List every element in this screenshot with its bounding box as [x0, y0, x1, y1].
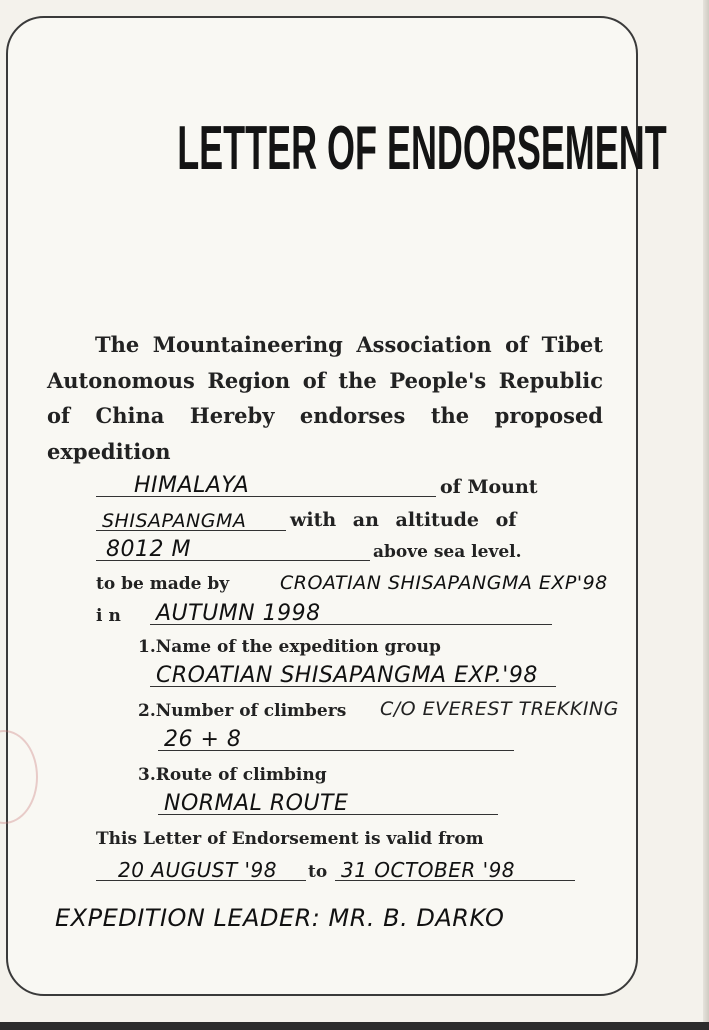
- scan-bottom-edge: [0, 1022, 709, 1030]
- valid-from-line: [96, 858, 306, 881]
- climbers-line: [158, 728, 514, 751]
- expedition-name-line: [96, 474, 436, 497]
- valid-to-line: [335, 858, 575, 881]
- made-by-line: [278, 570, 696, 592]
- altitude-line: [96, 538, 370, 561]
- group-value: CROATIAN SHISAPANGMA EXP.'98: [156, 663, 538, 688]
- mount-name-value: SHISAPANGMA: [102, 510, 247, 532]
- altitude-value: 8012 M: [106, 537, 191, 562]
- valid-from-value: 20 AUGUST '98: [118, 858, 277, 882]
- valid-label: This Letter of Endorsement is valid from: [96, 829, 484, 849]
- altitude-suffix: above sea level.: [373, 542, 522, 562]
- climbers-note: C/O EVEREST TREKKING: [380, 698, 619, 720]
- to-label: to: [308, 862, 328, 882]
- climbers-value: 26 + 8: [164, 727, 242, 752]
- expedition-name-value: HIMALAYA: [134, 473, 250, 498]
- season-value: AUTUMN 1998: [156, 601, 321, 626]
- made-by-value: CROATIAN SHISAPANGMA EXP'98: [280, 572, 608, 594]
- in-label: in: [96, 606, 127, 626]
- group-label: 1.Name of the expedition group: [138, 637, 441, 657]
- climbers-label: 2.Number of climbers: [138, 701, 347, 721]
- scan-edge: [703, 0, 709, 1030]
- group-line: [150, 664, 556, 687]
- route-line: [158, 792, 498, 815]
- mount-name-line: [96, 508, 286, 531]
- valid-to-value: 31 OCTOBER '98: [341, 858, 516, 882]
- of-mount-label: of Mount: [440, 476, 538, 498]
- route-label: 3.Route of climbing: [138, 765, 327, 785]
- intro-paragraph: The Mountaineering Association of Tibet Autonomous Region of the People's Republic of China Hereby endorses the proposed expedition: [47, 332, 603, 464]
- season-line: [150, 602, 552, 625]
- route-value: NORMAL ROUTE: [164, 791, 349, 816]
- altitude-label: with an altitude of: [290, 509, 517, 531]
- expedition-leader: EXPEDITION LEADER: MR. B. DARKO: [55, 904, 505, 932]
- made-by-label: to be made by: [96, 574, 230, 594]
- document-title: LETTER OF ENDORSEMENT: [177, 114, 667, 183]
